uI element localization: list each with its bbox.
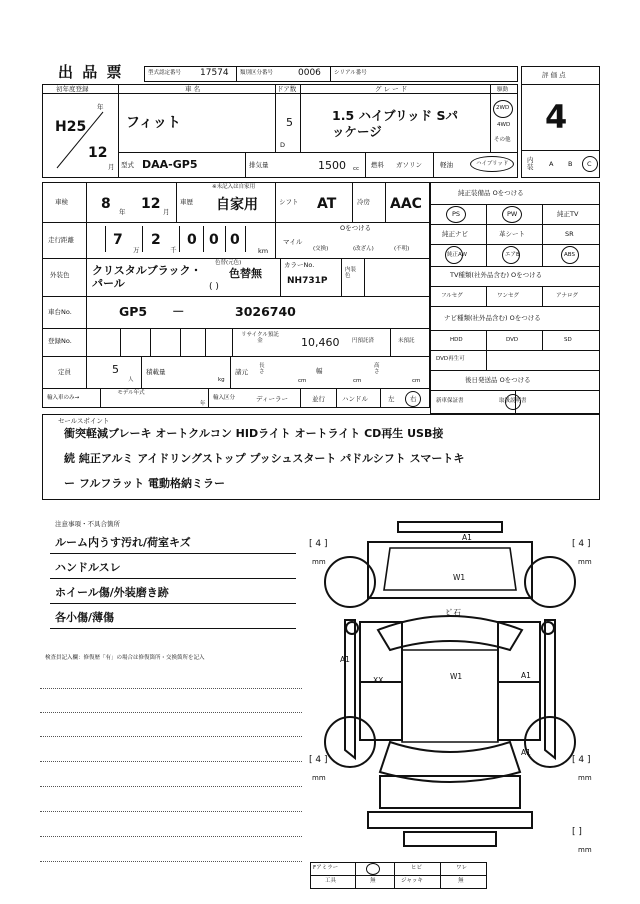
load-unit: kg <box>218 377 225 383</box>
model-cert-number: 17574 <box>200 68 229 78</box>
mileage-sen: 千 <box>170 246 177 254</box>
tools-label: 工具 <box>325 878 337 884</box>
displacement-value: 1500 <box>318 159 346 172</box>
import-parallel: 並行 <box>312 395 325 403</box>
fuel-hybrid-circle <box>470 156 514 172</box>
tire-rr-unit: mm <box>578 774 592 782</box>
spare-tire-depth: [ ] <box>572 827 582 837</box>
year-suffix: 年 <box>97 103 104 111</box>
note-item-3: ホイール傷/外装磨き跡 <box>55 586 169 599</box>
mark-roof: W1 <box>450 672 463 681</box>
equip-abs-circle <box>561 246 579 264</box>
mark-left-door: XX <box>373 676 384 685</box>
tire-fl-unit: mm <box>312 558 326 566</box>
mark-windshield-chip: ﾋﾞ石 <box>446 608 461 617</box>
doors-label: ドア数 <box>277 85 297 93</box>
height-unit: cm <box>412 378 421 384</box>
tv-title: TV種類(社外品含む) Oをつける <box>450 271 543 279</box>
mark-left-side: A1 <box>340 655 350 664</box>
length-label: 長さ <box>259 363 265 375</box>
jack-value: 無 <box>458 878 464 884</box>
tire-fl-value: 4 <box>315 539 322 549</box>
color-original-paren: ( ) <box>209 282 219 292</box>
handle-label: ハンドル <box>342 395 368 403</box>
grade-label: 評 価 点 <box>542 71 566 79</box>
navi-dvd: DVD <box>506 337 519 343</box>
shift-label: シフト <box>279 198 299 206</box>
mirror-right <box>542 622 554 634</box>
equip-leather: 革シート <box>499 230 525 238</box>
reg-slash <box>55 110 108 170</box>
drive-2wd: 2WD <box>496 105 510 111</box>
equipment-title: 純正装備品 Oをつける <box>458 189 524 197</box>
dimensions-label: 諸元 <box>235 368 248 376</box>
mileage-exchanged: (交換) <box>313 246 329 252</box>
interior-a: A <box>549 160 554 168</box>
handle-right-circle <box>405 391 421 407</box>
front-mirror-label: Fアミラー <box>313 865 339 871</box>
jack-label: ジャッキ <box>401 878 423 884</box>
car-damage-diagram <box>320 510 580 860</box>
chassis-prefix: GP5 <box>119 304 148 319</box>
mirror-left <box>346 622 358 634</box>
tire-fr-depth: [ 4 ] <box>572 539 591 549</box>
after-manual-circle <box>505 394 521 410</box>
equip-aw: 純正AW <box>447 252 467 258</box>
tv-analog: アナログ <box>556 293 579 299</box>
first-reg-month: 12 <box>88 145 108 161</box>
equip-airbag: エアB <box>505 252 520 258</box>
note-item-2: ハンドルスレ <box>55 561 121 574</box>
capacity-value: 5 <box>112 363 119 376</box>
hood <box>384 548 516 590</box>
inspector-note: 検査員記入欄：修復歴「有」の場合は修復箇所・交換箇所を記入 <box>45 655 205 661</box>
sales-line-2: 続 純正アルミ アイドリングストップ プッシュスタート パドルシフト スマートキ <box>64 452 465 465</box>
handle-right: 右 <box>410 395 417 403</box>
after-warranty: 新車保証書 <box>436 398 464 404</box>
spare-tire-unit: mm <box>578 846 592 854</box>
import-dealer: ディーラー <box>256 395 288 403</box>
equip-pw: PW <box>507 210 518 218</box>
tire-fl-depth: [ 4 ] <box>309 539 328 549</box>
right-side <box>545 620 555 758</box>
shift-value: AT <box>317 196 337 212</box>
mileage-km: km <box>258 247 269 255</box>
sales-line-3: ー フルフラット 電動格納ミラー <box>64 477 225 490</box>
chassis-number: 3026740 <box>235 304 296 319</box>
import-label: 輸入車のみ→ <box>47 395 80 401</box>
notes-label: 注意事項・不具合箇所 <box>55 520 120 528</box>
capacity-label: 定員 <box>58 368 71 376</box>
color-code-value: NH731P <box>287 276 328 286</box>
tire-rl-unit: mm <box>312 774 326 782</box>
navi-title: ナビ種類(社外品含む) Oをつける <box>444 314 541 322</box>
inspection-label: 車検 <box>55 198 68 206</box>
use-note: ※未記入は自家用 <box>212 184 256 190</box>
serial-label: シリアル番号 <box>334 70 367 76</box>
roof <box>402 650 498 742</box>
inspection-year: 8 <box>101 196 111 212</box>
equip-ps-circle <box>446 206 466 223</box>
color-value: クリスタルブラック・パール <box>92 264 202 290</box>
load-label: 積載量 <box>146 368 166 376</box>
after-manual: 取扱説明書 <box>499 398 527 404</box>
navi-sd: SD <box>564 337 572 343</box>
model-cert-label: 型式認定番号 <box>148 70 182 76</box>
grade-value: 1.5 ハイブリッド Sパッケージ <box>332 108 458 140</box>
recycle-label: リサイクル預託金 <box>241 332 279 344</box>
car-name-label: 車 名 <box>185 85 201 93</box>
rear-end <box>404 832 496 846</box>
use-label: 車歴 <box>180 198 193 206</box>
interior-c-circle <box>582 156 598 172</box>
ac-value: AAC <box>390 196 422 212</box>
form-title: 出 品 票 <box>58 63 124 81</box>
equip-pw-circle <box>502 206 522 223</box>
height-label: 高さ <box>374 363 380 375</box>
model-year-unit: 年 <box>200 401 206 407</box>
color-change-label: 色替(元色) <box>215 260 242 266</box>
sales-points-label: セールスポイント <box>58 417 110 425</box>
class-number: 0006 <box>298 68 321 78</box>
crack-label: ヒビ <box>411 865 423 871</box>
drive-label: 駆動 <box>497 87 509 93</box>
interior-label: 内装 <box>527 156 534 171</box>
drive-4wd: 4WD <box>497 122 511 128</box>
interior-c: C <box>587 160 592 168</box>
type-value: DAA-GP5 <box>142 158 198 171</box>
mark-right-door: A1 <box>521 671 531 680</box>
grade-score: 4 <box>545 98 568 136</box>
mileage-digit-1: 7 <box>113 232 123 248</box>
class-label: 類別区分番号 <box>240 70 274 76</box>
after-title: 後日発送品 Oをつける <box>465 376 531 384</box>
first-reg-era: H25 <box>55 119 87 135</box>
recycle-amount: 10,460 <box>301 336 340 349</box>
color-change-value: 色替無 <box>229 267 262 280</box>
tire-rear-right <box>525 717 575 767</box>
equip-airbag-circle <box>502 246 520 264</box>
mark-rear: A1 <box>521 748 531 757</box>
equip-abs: ABS <box>564 252 575 258</box>
chassis-label: 車台No. <box>48 308 72 316</box>
equip-aw-circle <box>445 246 463 264</box>
mileage-man: 万 <box>133 246 140 254</box>
left-side <box>345 620 355 758</box>
drive-other: その他 <box>494 137 511 143</box>
plate-label: 登録No. <box>48 337 72 345</box>
fuel-hybrid: ハイブリッド <box>476 161 509 167</box>
interior-color-label: 内装色 <box>345 267 357 279</box>
note-item-4: 各小傷/薄傷 <box>55 611 115 624</box>
first-reg-label: 初年度登録 <box>56 85 89 93</box>
tire-fr-value: 4 <box>578 539 585 549</box>
inspection-month: 12 <box>141 196 161 212</box>
mark-hood: W1 <box>453 573 466 582</box>
model-year-label: モデル年式 <box>117 390 145 396</box>
grade-head-label: グ レ ー ド <box>375 85 408 93</box>
front-mirror-circle <box>366 863 380 875</box>
ac-label: 冷房 <box>357 198 370 206</box>
tv-oneseg: ワンセグ <box>497 293 520 299</box>
handle-left: 左 <box>388 395 395 403</box>
drive-2wd-circle <box>493 100 513 118</box>
equip-ps: PS <box>452 210 461 218</box>
inspection-month-unit: 月 <box>163 208 170 216</box>
mileage-circle-note: Oをつける <box>340 224 372 232</box>
tv-fullseg: フルセグ <box>441 293 463 299</box>
use-value: 自家用 <box>216 197 258 213</box>
width-unit: cm <box>353 378 362 384</box>
fuel-gasoline: ガソリン <box>396 161 422 169</box>
inspection-year-unit: 年 <box>119 208 126 216</box>
car-name: フィット <box>126 115 181 131</box>
displacement-label: 排気量 <box>249 161 269 169</box>
capacity-unit: 人 <box>128 377 134 383</box>
mileage-unknown: (不明) <box>394 246 410 252</box>
tire-fr-unit: mm <box>578 558 592 566</box>
rear-bumper <box>368 812 532 828</box>
equip-sr: SR <box>565 230 574 238</box>
fuel-label: 燃料 <box>371 161 384 169</box>
type-label: 型式 <box>121 161 134 169</box>
color-code-label: カラーNo. <box>284 261 315 269</box>
interior-b: B <box>568 160 573 168</box>
recycle-unpaid: 未預託 <box>398 338 415 344</box>
dvd-playback: DVD再生可 <box>436 356 465 362</box>
tire-rr-depth: [ 4 ] <box>572 755 591 765</box>
doors-unit: D <box>280 141 286 149</box>
tire-rear-left <box>325 717 375 767</box>
month-suffix: 月 <box>108 163 115 171</box>
displacement-unit: cc <box>353 166 360 172</box>
length-unit: cm <box>298 378 307 384</box>
equip-navi: 純正ナビ <box>442 230 468 238</box>
front-bumper <box>398 522 502 532</box>
chassis-dash: － <box>172 304 185 319</box>
tools-value: 無 <box>370 878 376 884</box>
navi-hdd: HDD <box>450 337 463 343</box>
tire-rl-depth: [ 4 ] <box>309 755 328 765</box>
mile-label: マイル <box>283 238 303 246</box>
mileage-label: 走行距離 <box>48 236 74 244</box>
mileage-tampered: (改ざん) <box>353 246 374 252</box>
mileage-digit-3: 0 <box>187 232 197 248</box>
sales-line-1: 衝突軽減ブレーキ オートクルコン HIDライト オートライト CD再生 USB接 <box>64 427 444 440</box>
trunk <box>380 776 520 808</box>
import-class-label: 輸入区分 <box>213 395 236 401</box>
doors-value: 5 <box>286 116 293 129</box>
mileage-digit-5: 0 <box>230 232 240 248</box>
break-label: ワレ <box>456 865 468 871</box>
mileage-digit-2: 2 <box>151 232 161 248</box>
note-item-1: ルーム内うす汚れ/荷室キズ <box>55 536 191 549</box>
recycle-paid: 円預託済 <box>352 338 375 344</box>
mileage-digit-4: 0 <box>209 232 219 248</box>
color-label: 外装色 <box>50 271 70 279</box>
tire-rl-value: 4 <box>315 755 322 765</box>
mark-front-bumper: A1 <box>462 533 472 542</box>
tire-rr-value: 4 <box>578 755 585 765</box>
fuel-diesel: 軽油 <box>440 161 453 169</box>
equip-tv: 純正TV <box>557 210 579 218</box>
width-label: 幅 <box>316 367 323 375</box>
